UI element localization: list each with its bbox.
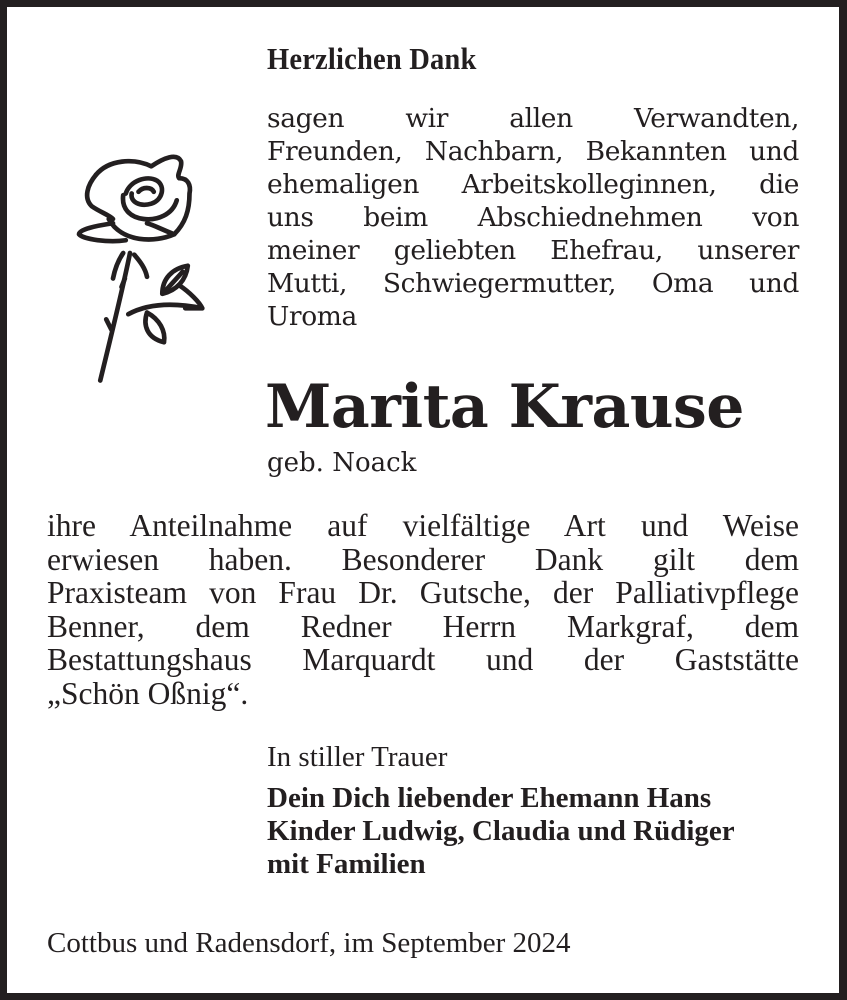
body-line: Praxisteam von Frau Dr. Gutsche, der Palliativpflege xyxy=(47,575,799,610)
intro-line: Freunden, Nachbarn, Bekannten und xyxy=(267,136,799,167)
body-line: Bestattungshaus Marquardt und der Gaststätte xyxy=(47,642,799,677)
maiden-name: geb. Noack xyxy=(267,448,417,478)
intro-line: sagen wir allen Verwandten, xyxy=(267,103,799,134)
intro-text xyxy=(267,102,799,333)
obituary-notice xyxy=(7,7,839,993)
signers xyxy=(267,782,735,881)
body-line: Benner, dem Redner Herrn Markgraf, dem xyxy=(47,608,799,644)
signer-line: Kinder Ludwig, Claudia und Rüdiger xyxy=(267,815,735,847)
intro-line: Uroma xyxy=(267,301,357,332)
body-line: erwiesen haben. Besonderer Dank gilt dem xyxy=(47,541,799,577)
body-line: „Schön Oßnig“. xyxy=(47,675,249,711)
heading: Herzlichen Dank xyxy=(267,41,477,76)
intro-line: meiner geliebten Ehefrau, unserer xyxy=(267,235,799,266)
intro-line: uns beim Abschiednehmen von xyxy=(267,202,799,233)
thanks-text xyxy=(47,509,799,710)
signer-line: Dein Dich liebender Ehemann Hans xyxy=(267,782,712,814)
closing-phrase: In stiller Trauer xyxy=(267,741,448,773)
intro-line: ehemaligen Arbeitskolleginnen, die xyxy=(267,169,799,200)
intro-line: Mutti, Schwiegermutter, Oma und xyxy=(267,268,799,299)
body-line: ihre Anteilnahme auf vielfältige Art und Weise xyxy=(47,508,799,543)
signer-line: mit Familien xyxy=(267,848,426,880)
place-date: Cottbus und Radensdorf, im September 2024 xyxy=(47,927,571,959)
rose-icon xyxy=(62,119,232,404)
deceased-name: Marita Krause xyxy=(265,372,744,442)
